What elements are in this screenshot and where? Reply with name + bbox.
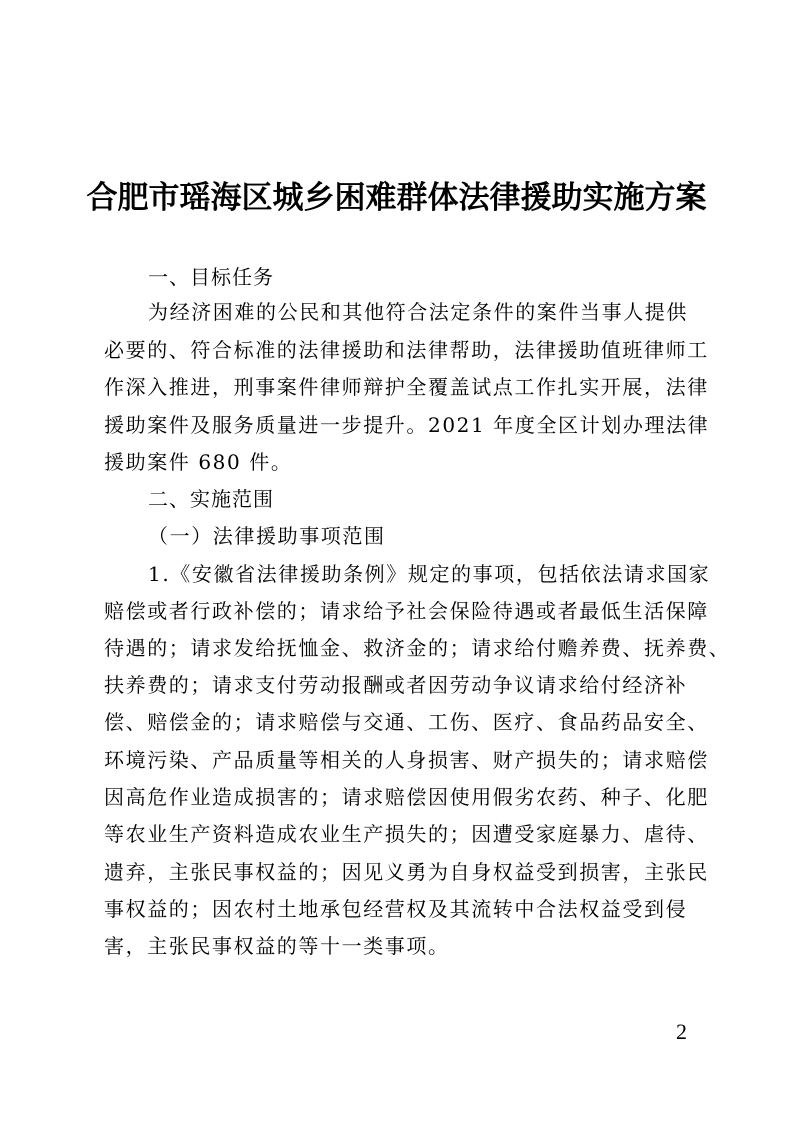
subsection-heading: （一）法律援助事项范围	[148, 524, 386, 548]
paragraph-line: 偿、赔偿金的；请求赔偿与交通、工伤、医疗、食品药品安全、	[104, 710, 709, 734]
paragraph-line: 待遇的；请求发给抚恤金、救济金的；请求给付赡养费、抚养费、	[104, 636, 731, 660]
document-body	[104, 0, 731, 1122]
paragraph-line: 遗弃，主张民事权益的；因见义勇为自身权益受到损害，主张民	[104, 860, 709, 884]
paragraph-line: 赔偿或者行政补偿的；请求给予社会保险待遇或者最低生活保障	[104, 599, 709, 623]
paragraph-line: 作深入推进，刑事案件律师辩护全覆盖试点工作扎实开展，法律	[104, 375, 709, 399]
paragraph-line: 援助案件 680 件。	[104, 450, 293, 474]
paragraph-line: 因高危作业造成损害的；请求赔偿因使用假劣农药、种子、化肥	[104, 785, 709, 809]
page-number: 2	[676, 1019, 687, 1044]
paragraph-line: 为经济困难的公民和其他符合法定条件的案件当事人提供	[148, 300, 688, 324]
paragraph-line: 害，主张民事权益的等十一类事项。	[104, 934, 450, 958]
paragraph-line: 等农业生产资料造成农业生产损失的；因遭受家庭暴力、虐待、	[104, 822, 709, 846]
paragraph-line: 扶养费的；请求支付劳动报酬或者因劳动争议请求给付经济补	[104, 673, 688, 697]
paragraph-line: 援助案件及服务质量进一步提升。2021 年度全区计划办理法律	[104, 413, 710, 437]
document-title: 合肥市瑶海区城乡困难群体法律援助实施方案	[86, 180, 707, 216]
paragraph-line: 事权益的；因农村土地承包经营权及其流转中合法权益受到侵	[104, 897, 688, 921]
section-heading-goals: 一、目标任务	[148, 265, 274, 289]
paragraph-line: 1.《安徽省法律援助条例》规定的事项，包括依法请求国家	[148, 562, 711, 586]
section-heading-scope: 二、实施范围	[148, 487, 274, 511]
paragraph-line: 环境污染、产品质量等相关的人身损害、财产损失的；请求赔偿	[104, 748, 709, 772]
paragraph-line: 必要的、符合标准的法律援助和法律帮助，法律援助值班律师工	[104, 338, 709, 362]
